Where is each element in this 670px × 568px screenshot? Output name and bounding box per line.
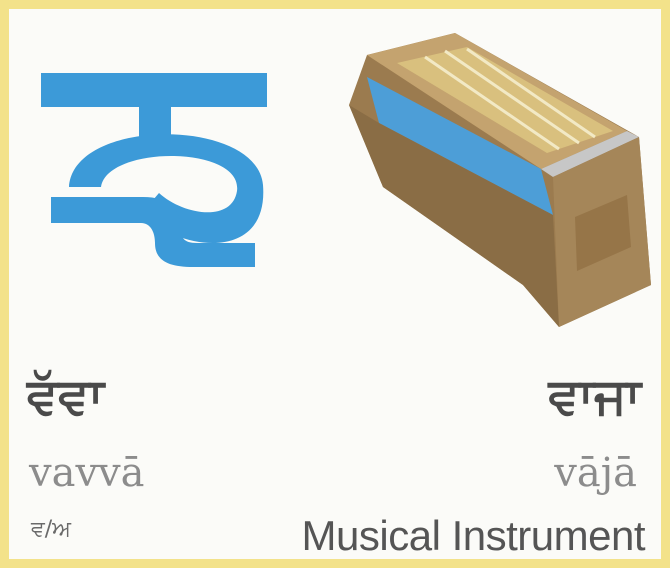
word-gurmukhi: ਵਾਜਾ (548, 367, 641, 425)
word-meaning: Musical Instrument (301, 512, 645, 559)
gurmukhi-vavva-letter-icon (33, 67, 273, 277)
word-transliteration: vājā (554, 450, 637, 496)
harmonium-icon (327, 27, 670, 339)
letter-name-gurmukhi: ਵੱਵਾ (27, 367, 104, 425)
letter-transliteration: vavvā (29, 450, 145, 496)
letter-small-mark: ਵ/ਅ (31, 517, 72, 542)
